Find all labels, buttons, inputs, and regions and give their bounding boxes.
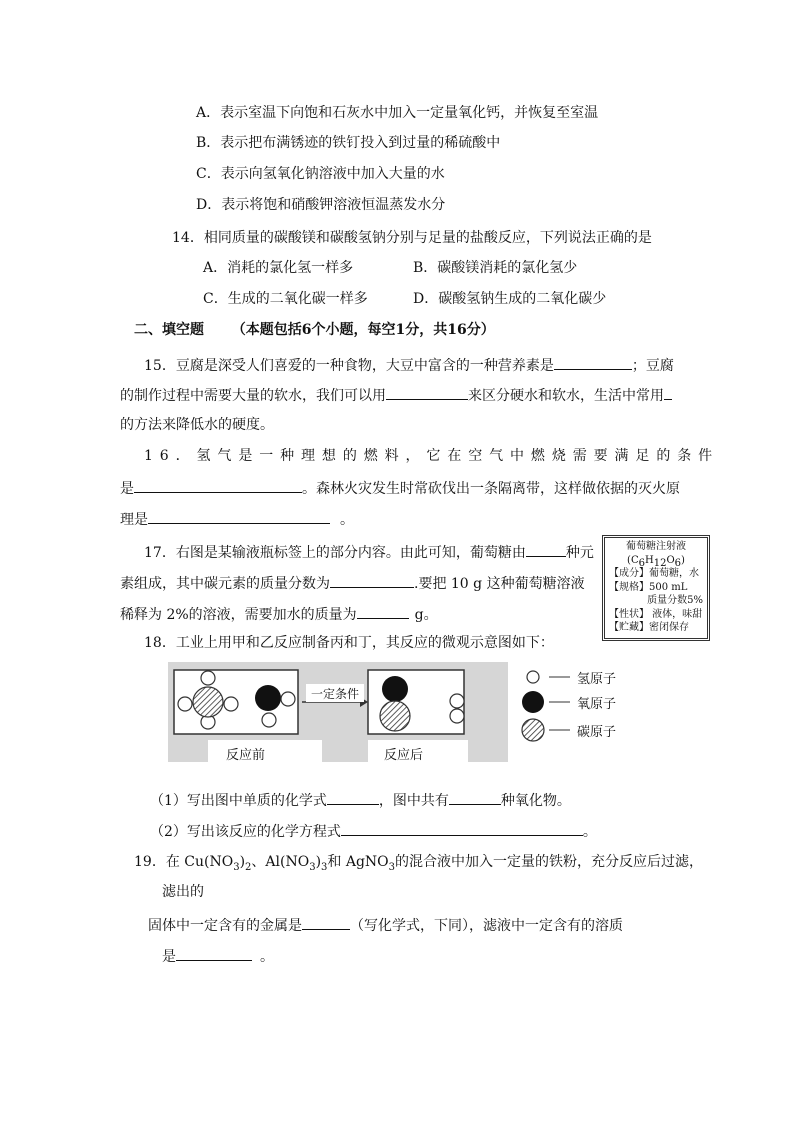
section-heading bbox=[134, 320, 495, 340]
legend-o-icon bbox=[522, 691, 544, 713]
legend-h-label: 氢原子 bbox=[577, 672, 617, 687]
q19-line-2: 滤出的 bbox=[162, 884, 204, 900]
q15-text-1a: 15．豆腐是深受人们喜爱的一种食物，大豆中富含的一种营养素是 bbox=[144, 358, 554, 374]
h-atom bbox=[178, 697, 192, 711]
q18-text-1a: （1）写出图中单质的化学式 bbox=[150, 793, 327, 809]
q17-line-2 bbox=[120, 572, 585, 594]
q15-line-3: 的方法来降低水的硬度。 bbox=[120, 417, 274, 433]
q19-text-4b: 。 bbox=[260, 949, 274, 965]
q19-blank-1[interactable] bbox=[302, 914, 350, 930]
label-formula: $(C_6H_{12}O_6)$ bbox=[627, 554, 685, 569]
section-note: （本题包括6个小题，每空1分，共16分） bbox=[231, 322, 495, 338]
q14-option-c: C．生成的二氧化碳一样多 bbox=[203, 291, 368, 307]
q18-text-2a: （2）写出该反应的化学方程式 bbox=[150, 824, 341, 840]
q19-line-4 bbox=[162, 945, 274, 967]
q16-text-3b: 。 bbox=[340, 512, 354, 528]
label-row-ingredients: 【成分】葡萄糖，水 bbox=[609, 568, 699, 579]
h-atom bbox=[450, 709, 464, 723]
q15-line-2 bbox=[120, 384, 672, 406]
q18-blank-3[interactable] bbox=[341, 820, 583, 836]
section-title: 二、填空题 bbox=[134, 322, 204, 338]
q13-option-b: B．表示把布满锈迹的铁钉投入到过量的稀硫酸中 bbox=[196, 135, 501, 151]
q17-blank-1[interactable] bbox=[526, 541, 566, 557]
q19-line-1: 19．在 $Cu(NO_3)_2$、$Al(NO_3)_3$和 AgNO$_3$的混合液中加入一定量的铁粉，充分反应后过滤， bbox=[134, 854, 704, 873]
c-atom bbox=[193, 687, 223, 717]
q16-blank-2[interactable] bbox=[148, 508, 330, 524]
q18-sub-1 bbox=[150, 789, 571, 811]
q17-blank-2[interactable] bbox=[330, 572, 414, 588]
q15-blank-2[interactable] bbox=[386, 384, 468, 400]
q18-text-1b: ，图中共有 bbox=[378, 793, 449, 809]
q18-stem: 18．工业上用甲和乙反应制备丙和丁，其反应的微观示意图如下： bbox=[144, 635, 554, 651]
q14-option-a: A．消耗的氯化氢一样多 bbox=[203, 260, 354, 276]
legend-h-icon bbox=[527, 671, 539, 683]
q17-line-1 bbox=[144, 541, 594, 563]
q14-option-b: B．碳酸镁消耗的氯化氢少 bbox=[413, 260, 578, 276]
q13-option-d: D．表示将饱和硝酸钾溶液恒温蒸发水分 bbox=[196, 197, 446, 213]
q19-text-4a: 是 bbox=[162, 949, 176, 965]
q17-text-3b: g。 bbox=[414, 607, 438, 623]
q19-blank-2[interactable] bbox=[176, 945, 252, 961]
legend-c-label: 碳原子 bbox=[577, 725, 617, 740]
legend-o-label: 氧原子 bbox=[577, 697, 617, 712]
h-atom bbox=[450, 694, 464, 708]
q16-line-2 bbox=[120, 477, 680, 499]
q18-text-1c: 种氧化物。 bbox=[500, 793, 571, 809]
label-row-spec: 【规格】500 mL bbox=[609, 581, 688, 593]
before-label: 反应前 bbox=[226, 748, 266, 763]
reaction-diagram bbox=[168, 662, 620, 762]
arrow-condition: 一定条件 bbox=[310, 687, 360, 701]
q16-line-1: 16．氢气是一种理想的燃料，它在空气中燃烧需要满足的条件 bbox=[144, 448, 720, 464]
q18-text-2b: 。 bbox=[582, 824, 597, 840]
c-atom bbox=[380, 701, 410, 731]
q16-blank-1[interactable] bbox=[134, 477, 302, 493]
legend-c-icon bbox=[522, 719, 544, 741]
o-atom bbox=[255, 685, 281, 711]
q13-option-a: A．表示室温下向饱和石灰水中加入一定量氧化钙，并恢复至室温 bbox=[196, 105, 599, 121]
label-row-fraction: 质量分数5% bbox=[647, 595, 703, 606]
h-atom bbox=[281, 692, 295, 706]
q17-text-2b: .要把 10 g 这种葡萄糖溶液 bbox=[414, 576, 585, 592]
after-label: 反应后 bbox=[384, 748, 424, 763]
q17-text-1b: 种元 bbox=[565, 545, 594, 561]
glucose-label bbox=[602, 535, 710, 641]
q18-blank-1[interactable] bbox=[327, 789, 379, 805]
q15-text-1b: ；豆腐 bbox=[631, 358, 674, 374]
q14-option-d: D．碳酸氢钠生成的二氧化碳少 bbox=[413, 291, 607, 307]
q15-blank-3[interactable] bbox=[664, 384, 672, 400]
q15-text-2a: 的制作过程中需要大量的软水，我们可以用 bbox=[120, 388, 386, 404]
h-atom bbox=[201, 671, 215, 685]
q15-text-2b: 来区分硬水和软水，生活中常用 bbox=[468, 388, 664, 404]
q17-line-3 bbox=[120, 603, 438, 625]
h-atom bbox=[224, 697, 238, 711]
q16-line-3 bbox=[120, 508, 354, 530]
label-row-property: 【性状】 液体，味甜 bbox=[609, 608, 703, 620]
h-atom bbox=[262, 713, 276, 727]
q15-line-1 bbox=[144, 354, 674, 376]
q19-text-3a: 固体中一定含有的金属是 bbox=[148, 918, 302, 934]
label-row-storage: 【贮藏】密闭保存 bbox=[609, 622, 689, 633]
q17-blank-3[interactable] bbox=[357, 603, 409, 619]
q19-line-3 bbox=[148, 914, 623, 936]
q18-sub-2 bbox=[150, 820, 597, 842]
q15-blank-1[interactable] bbox=[554, 354, 632, 370]
q17-text-1a: 17．右图是某输液瓶标签上的部分内容。由此可知，葡萄糖由 bbox=[144, 545, 526, 561]
q18-blank-2[interactable] bbox=[449, 789, 501, 805]
q14-stem: 14．相同质量的碳酸镁和碳酸氢钠分别与足量的盐酸反应，下列说法正确的是 bbox=[172, 230, 652, 246]
q16-text-2b: 。森林火灾发生时常砍伐出一条隔离带，这样做依据的灭火原 bbox=[302, 481, 680, 497]
o-atom bbox=[382, 676, 408, 702]
q17-text-3a: 稀释为 2%的溶液，需要加水的质量为 bbox=[120, 607, 357, 623]
q13-option-c: C．表示向氢氧化钠溶液中加入大量的水 bbox=[196, 166, 445, 182]
label-title: 葡萄糖注射液 bbox=[626, 541, 686, 552]
q16-text-2a: 是 bbox=[120, 481, 134, 497]
q16-text-3a: 理是 bbox=[120, 512, 148, 528]
q17-text-2a: 素组成，其中碳元素的质量分数为 bbox=[120, 576, 330, 592]
q19-text-3b: （写化学式，下同），滤液中一定含有的溶质 bbox=[350, 918, 623, 934]
